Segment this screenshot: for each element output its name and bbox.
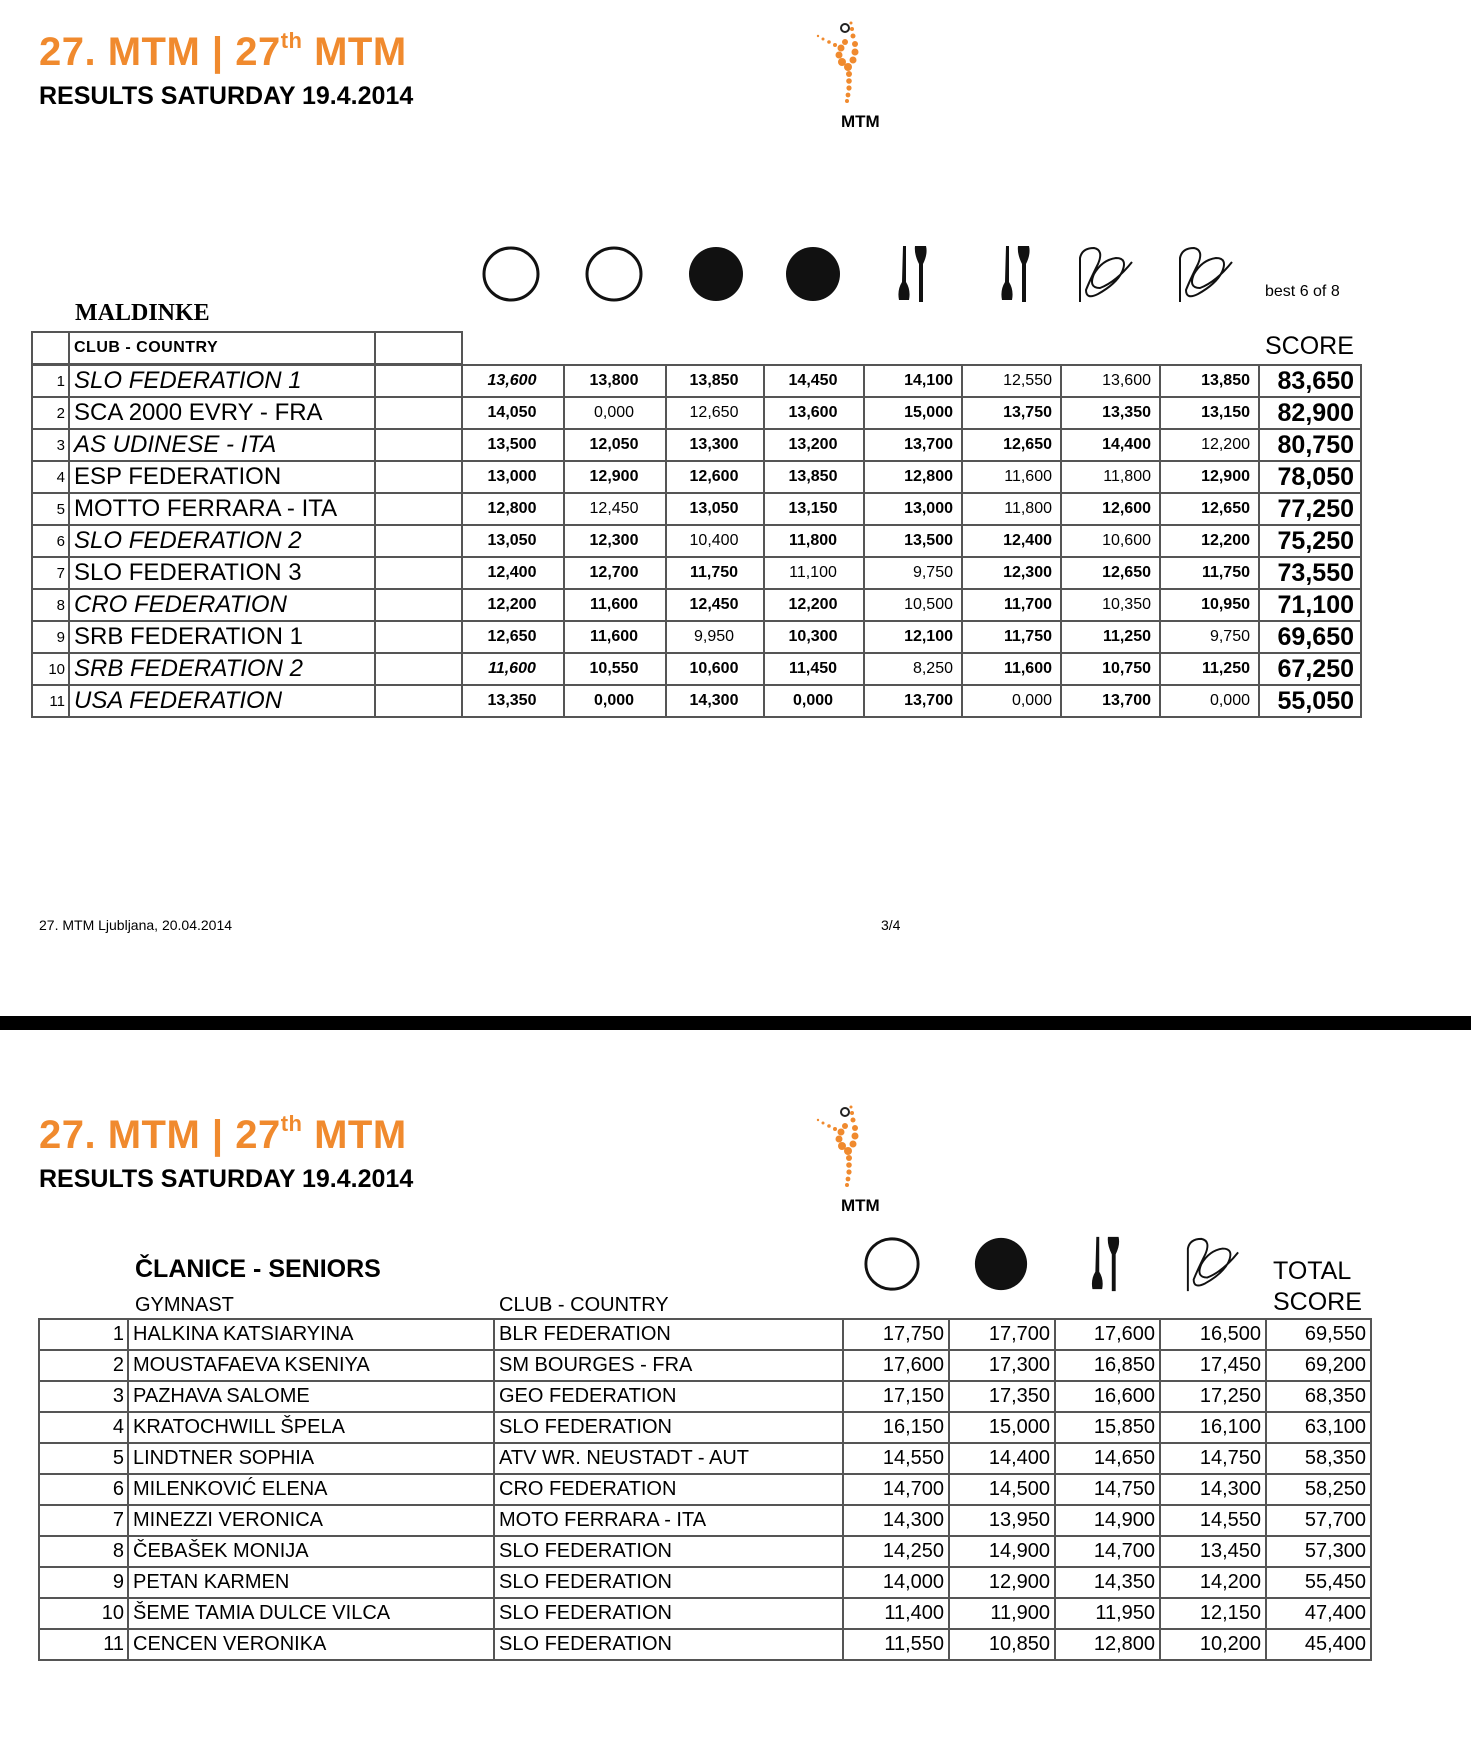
title-text: 27. MTM | 27 <box>39 1113 281 1157</box>
club-cell: SCA 2000 EVRY - FRA <box>69 397 375 429</box>
apparatus-score-cell: 14,750 <box>1160 1443 1266 1474</box>
empty-cell <box>375 685 462 717</box>
total-score-cell: 75,250 <box>1259 525 1361 557</box>
club-cell: SLO FEDERATION <box>494 1412 843 1443</box>
apparatus-score-cell: 14,300 <box>843 1505 949 1536</box>
page2-subtitle: RESULTS SATURDAY 19.4.2014 <box>39 1165 414 1193</box>
total-score-cell: 82,900 <box>1259 397 1361 429</box>
section-title: MALDINKE <box>75 300 210 326</box>
apparatus-score-cell: 15,000 <box>864 397 962 429</box>
apparatus-score-cell: 10,400 <box>666 525 764 557</box>
apparatus-score-cell: 12,400 <box>462 557 564 589</box>
apparatus-score-cell: 12,100 <box>864 621 962 653</box>
rank-cell: 7 <box>39 1505 128 1536</box>
club-cell: SRB FEDERATION 2 <box>69 653 375 685</box>
maldinke-results-table <box>31 364 1362 718</box>
apparatus-score-cell: 12,650 <box>666 397 764 429</box>
apparatus-score-cell: 12,200 <box>1160 429 1259 461</box>
hoop-icon <box>862 1235 922 1298</box>
rank-cell: 10 <box>32 653 69 685</box>
apparatus-score-cell: 13,050 <box>462 525 564 557</box>
ribbon-icon <box>1076 244 1136 309</box>
apparatus-score-cell: 10,300 <box>764 621 864 653</box>
apparatus-score-cell: 11,750 <box>1160 557 1259 589</box>
apparatus-score-cell: 14,200 <box>1160 1567 1266 1598</box>
apparatus-score-cell: 0,000 <box>564 397 666 429</box>
empty-cell <box>375 397 462 429</box>
clubs-icon <box>893 244 933 309</box>
header-row <box>32 332 462 364</box>
gymnast-cell: ŠEME TAMIA DULCE VILCA <box>128 1598 494 1629</box>
apparatus-score-cell: 10,950 <box>1160 589 1259 621</box>
rank-cell: 5 <box>32 493 69 525</box>
apparatus-score-cell: 9,950 <box>666 621 764 653</box>
apparatus-score-cell: 12,800 <box>462 493 564 525</box>
apparatus-score-cell: 14,300 <box>666 685 764 717</box>
apparatus-score-cell: 11,600 <box>462 653 564 685</box>
apparatus-score-cell: 11,800 <box>764 525 864 557</box>
page1-title <box>39 30 407 75</box>
club-cell: SLO FEDERATION <box>494 1567 843 1598</box>
apparatus-score-cell: 9,750 <box>864 557 962 589</box>
rank-cell: 3 <box>32 429 69 461</box>
rank-cell: 4 <box>39 1412 128 1443</box>
maldinke-header-table <box>31 331 463 365</box>
title-text-suffix: MTM <box>302 1113 407 1157</box>
table-row <box>39 1319 1371 1350</box>
apparatus-score-cell: 14,900 <box>1055 1505 1160 1536</box>
apparatus-score-cell: 17,600 <box>843 1350 949 1381</box>
empty-header-cell <box>375 332 462 364</box>
club-cell: AS UDINESE - ITA <box>69 429 375 461</box>
rank-cell: 6 <box>39 1474 128 1505</box>
apparatus-score-cell: 11,700 <box>962 589 1061 621</box>
table-row <box>39 1350 1371 1381</box>
total-score-header <box>1273 1256 1362 1318</box>
empty-cell <box>375 621 462 653</box>
apparatus-score-cell: 12,050 <box>564 429 666 461</box>
best-note: best 6 of 8 <box>1265 283 1340 300</box>
rank-cell: 1 <box>39 1319 128 1350</box>
total-score-cell: 69,200 <box>1266 1350 1371 1381</box>
page2-title <box>39 1113 407 1158</box>
apparatus-score-cell: 17,350 <box>949 1381 1055 1412</box>
apparatus-score-cell: 17,150 <box>843 1381 949 1412</box>
table-row <box>39 1629 1371 1660</box>
apparatus-score-cell: 12,300 <box>962 557 1061 589</box>
apparatus-score-cell: 15,000 <box>949 1412 1055 1443</box>
apparatus-score-cell: 11,600 <box>564 621 666 653</box>
apparatus-score-cell: 13,000 <box>462 461 564 493</box>
table-row <box>39 1443 1371 1474</box>
apparatus-score-cell: 13,150 <box>764 493 864 525</box>
apparatus-score-cell: 14,300 <box>1160 1474 1266 1505</box>
club-cell: SLO FEDERATION <box>494 1536 843 1567</box>
apparatus-score-cell: 14,750 <box>1055 1474 1160 1505</box>
apparatus-score-cell: 0,000 <box>564 685 666 717</box>
score-header: SCORE <box>1265 332 1354 360</box>
empty-cell <box>375 461 462 493</box>
apparatus-score-cell: 10,550 <box>564 653 666 685</box>
apparatus-score-cell: 13,850 <box>1160 365 1259 397</box>
empty-cell <box>375 365 462 397</box>
club-cell: BLR FEDERATION <box>494 1319 843 1350</box>
apparatus-score-cell: 13,850 <box>666 365 764 397</box>
apparatus-score-cell: 11,900 <box>949 1598 1055 1629</box>
club-cell: MOTTO FERRARA - ITA <box>69 493 375 525</box>
table-row <box>39 1567 1371 1598</box>
apparatus-score-cell: 12,650 <box>462 621 564 653</box>
apparatus-score-cell: 13,350 <box>1061 397 1160 429</box>
club-cell: SLO FEDERATION 2 <box>69 525 375 557</box>
total-header-line2: SCORE <box>1273 1288 1362 1316</box>
apparatus-score-cell: 11,750 <box>962 621 1061 653</box>
total-score-cell: 83,650 <box>1259 365 1361 397</box>
rank-cell: 4 <box>32 461 69 493</box>
total-score-cell: 77,250 <box>1259 493 1361 525</box>
apparatus-score-cell: 14,050 <box>462 397 564 429</box>
apparatus-score-cell: 12,900 <box>564 461 666 493</box>
apparatus-score-cell: 12,200 <box>1160 525 1259 557</box>
table-row <box>32 365 1361 397</box>
apparatus-score-cell: 10,850 <box>949 1629 1055 1660</box>
club-cell: MOTO FERRARA - ITA <box>494 1505 843 1536</box>
empty-cell <box>375 525 462 557</box>
mtm-logo <box>815 1096 875 1196</box>
apparatus-score-cell: 12,700 <box>564 557 666 589</box>
apparatus-score-cell: 10,600 <box>666 653 764 685</box>
club-cell: CRO FEDERATION <box>494 1474 843 1505</box>
table-row <box>32 493 1361 525</box>
gymnast-header: GYMNAST <box>135 1294 234 1316</box>
apparatus-score-cell: 12,300 <box>564 525 666 557</box>
gymnast-cell: ČEBAŠEK MONIJA <box>128 1536 494 1567</box>
apparatus-score-cell: 14,550 <box>843 1443 949 1474</box>
table-row <box>32 461 1361 493</box>
apparatus-score-cell: 11,250 <box>1160 653 1259 685</box>
apparatus-score-cell: 11,100 <box>764 557 864 589</box>
club-cell: SLO FEDERATION 1 <box>69 365 375 397</box>
apparatus-score-cell: 13,750 <box>962 397 1061 429</box>
gymnast-cell: CENCEN VERONIKA <box>128 1629 494 1660</box>
table-row <box>32 429 1361 461</box>
apparatus-score-cell: 13,150 <box>1160 397 1259 429</box>
hoop-icon <box>481 244 541 309</box>
total-score-cell: 69,650 <box>1259 621 1361 653</box>
apparatus-score-cell: 13,000 <box>864 493 962 525</box>
apparatus-score-cell: 17,600 <box>1055 1319 1160 1350</box>
rank-cell: 8 <box>39 1536 128 1567</box>
apparatus-score-cell: 11,250 <box>1061 621 1160 653</box>
apparatus-score-cell: 9,750 <box>1160 621 1259 653</box>
rank-cell: 2 <box>39 1350 128 1381</box>
club-cell: ESP FEDERATION <box>69 461 375 493</box>
apparatus-score-cell: 13,800 <box>564 365 666 397</box>
table-row <box>32 685 1361 717</box>
table-row <box>39 1381 1371 1412</box>
apparatus-score-cell: 8,250 <box>864 653 962 685</box>
ribbon-icon <box>1183 1235 1243 1298</box>
total-score-cell: 58,250 <box>1266 1474 1371 1505</box>
club-cell: CRO FEDERATION <box>69 589 375 621</box>
apparatus-score-cell: 14,700 <box>843 1474 949 1505</box>
rank-cell: 7 <box>32 557 69 589</box>
apparatus-score-cell: 11,600 <box>564 589 666 621</box>
club-cell: SRB FEDERATION 1 <box>69 621 375 653</box>
apparatus-score-cell: 13,600 <box>462 365 564 397</box>
rank-cell: 5 <box>39 1443 128 1474</box>
apparatus-score-cell: 13,050 <box>666 493 764 525</box>
apparatus-score-cell: 14,900 <box>949 1536 1055 1567</box>
gymnast-cell: MOUSTAFAEVA KSENIYA <box>128 1350 494 1381</box>
total-score-cell: 80,750 <box>1259 429 1361 461</box>
ball-icon <box>686 244 746 309</box>
apparatus-score-cell: 12,200 <box>462 589 564 621</box>
apparatus-score-cell: 12,900 <box>949 1567 1055 1598</box>
empty-cell <box>375 653 462 685</box>
apparatus-score-cell: 13,500 <box>462 429 564 461</box>
total-score-cell: 57,700 <box>1266 1505 1371 1536</box>
table-row <box>39 1505 1371 1536</box>
ribbon-icon <box>1176 244 1236 309</box>
apparatus-score-cell: 13,200 <box>764 429 864 461</box>
apparatus-score-cell: 14,350 <box>1055 1567 1160 1598</box>
rank-cell: 1 <box>32 365 69 397</box>
apparatus-score-cell: 12,200 <box>764 589 864 621</box>
table-row <box>32 589 1361 621</box>
gymnast-cell: LINDTNER SOPHIA <box>128 1443 494 1474</box>
apparatus-score-cell: 10,750 <box>1061 653 1160 685</box>
total-score-cell: 55,050 <box>1259 685 1361 717</box>
total-score-cell: 63,100 <box>1266 1412 1371 1443</box>
apparatus-score-cell: 12,800 <box>864 461 962 493</box>
apparatus-score-cell: 12,150 <box>1160 1598 1266 1629</box>
apparatus-score-cell: 0,000 <box>764 685 864 717</box>
empty-cell <box>375 557 462 589</box>
total-header-line1: TOTAL <box>1273 1257 1352 1285</box>
rank-cell: 2 <box>32 397 69 429</box>
apparatus-score-cell: 11,750 <box>666 557 764 589</box>
footer-location-date: 27. MTM Ljubljana, 20.04.2014 <box>39 917 233 933</box>
rank-cell: 9 <box>39 1567 128 1598</box>
apparatus-score-cell: 10,200 <box>1160 1629 1266 1660</box>
title-sup: th <box>280 1111 303 1136</box>
total-score-cell: 47,400 <box>1266 1598 1371 1629</box>
apparatus-score-cell: 10,350 <box>1061 589 1160 621</box>
apparatus-score-cell: 16,500 <box>1160 1319 1266 1350</box>
apparatus-score-cell: 12,600 <box>666 461 764 493</box>
apparatus-score-cell: 12,600 <box>1061 493 1160 525</box>
logo-text: MTM <box>841 1196 880 1215</box>
apparatus-score-cell: 11,950 <box>1055 1598 1160 1629</box>
apparatus-score-cell: 0,000 <box>962 685 1061 717</box>
page-divider <box>0 1016 1471 1030</box>
hoop-icon <box>584 244 644 309</box>
club-header: CLUB - COUNTRY <box>69 332 375 364</box>
apparatus-score-cell: 13,300 <box>666 429 764 461</box>
total-score-cell: 73,550 <box>1259 557 1361 589</box>
rank-cell: 11 <box>39 1629 128 1660</box>
apparatus-score-cell: 12,450 <box>666 589 764 621</box>
apparatus-score-cell: 16,150 <box>843 1412 949 1443</box>
clubs-icon <box>996 244 1036 309</box>
apparatus-score-cell: 13,350 <box>462 685 564 717</box>
apparatus-score-cell: 12,650 <box>1061 557 1160 589</box>
mtm-logo <box>815 12 875 112</box>
apparatus-score-cell: 13,850 <box>764 461 864 493</box>
apparatus-score-cell: 13,450 <box>1160 1536 1266 1567</box>
gymnast-cell: PAZHAVA SALOME <box>128 1381 494 1412</box>
total-score-cell: 45,400 <box>1266 1629 1371 1660</box>
apparatus-score-cell: 14,500 <box>949 1474 1055 1505</box>
gymnast-cell: MILENKOVIĆ ELENA <box>128 1474 494 1505</box>
ball-icon <box>783 244 843 309</box>
title-text: 27. MTM | 27 <box>39 30 281 74</box>
club-header: CLUB - COUNTRY <box>499 1294 669 1316</box>
club-cell: SLO FEDERATION 3 <box>69 557 375 589</box>
total-score-cell: 71,100 <box>1259 589 1361 621</box>
club-cell: USA FEDERATION <box>69 685 375 717</box>
apparatus-score-cell: 11,400 <box>843 1598 949 1629</box>
gymnast-cell: KRATOCHWILL ŠPELA <box>128 1412 494 1443</box>
apparatus-score-cell: 14,400 <box>1061 429 1160 461</box>
total-score-cell: 67,250 <box>1259 653 1361 685</box>
apparatus-score-cell: 14,250 <box>843 1536 949 1567</box>
apparatus-score-cell: 14,650 <box>1055 1443 1160 1474</box>
apparatus-score-cell: 17,750 <box>843 1319 949 1350</box>
apparatus-score-cell: 12,450 <box>564 493 666 525</box>
rank-cell: 6 <box>32 525 69 557</box>
apparatus-score-cell: 16,600 <box>1055 1381 1160 1412</box>
club-cell: SM BOURGES - FRA <box>494 1350 843 1381</box>
apparatus-score-cell: 17,450 <box>1160 1350 1266 1381</box>
title-sup: th <box>280 28 303 53</box>
apparatus-score-cell: 13,700 <box>1061 685 1160 717</box>
total-score-cell: 68,350 <box>1266 1381 1371 1412</box>
gymnast-cell: PETAN KARMEN <box>128 1567 494 1598</box>
gymnast-cell: MINEZZI VERONICA <box>128 1505 494 1536</box>
rank-cell: 8 <box>32 589 69 621</box>
total-score-cell: 78,050 <box>1259 461 1361 493</box>
apparatus-score-cell: 14,550 <box>1160 1505 1266 1536</box>
gymnast-logo-icon <box>815 12 875 112</box>
table-row <box>32 557 1361 589</box>
apparatus-score-cell: 13,700 <box>864 429 962 461</box>
apparatus-score-cell: 14,400 <box>949 1443 1055 1474</box>
club-cell: ATV WR. NEUSTADT - AUT <box>494 1443 843 1474</box>
seniors-results-table <box>38 1318 1372 1661</box>
club-cell: SLO FEDERATION <box>494 1598 843 1629</box>
rank-cell: 3 <box>39 1381 128 1412</box>
table-row <box>39 1598 1371 1629</box>
apparatus-score-cell: 13,700 <box>864 685 962 717</box>
total-score-cell: 58,350 <box>1266 1443 1371 1474</box>
apparatus-score-cell: 10,600 <box>1061 525 1160 557</box>
rank-cell: 11 <box>32 685 69 717</box>
rank-header-cell <box>32 332 69 364</box>
section-title: ČLANICE - SENIORS <box>135 1255 381 1283</box>
apparatus-score-cell: 10,500 <box>864 589 962 621</box>
empty-cell <box>375 493 462 525</box>
apparatus-score-cell: 13,600 <box>764 397 864 429</box>
table-row <box>39 1412 1371 1443</box>
apparatus-score-cell: 15,850 <box>1055 1412 1160 1443</box>
club-cell: SLO FEDERATION <box>494 1629 843 1660</box>
apparatus-score-cell: 14,450 <box>764 365 864 397</box>
apparatus-score-cell: 11,800 <box>1061 461 1160 493</box>
total-score-cell: 69,550 <box>1266 1319 1371 1350</box>
logo-text: MTM <box>841 112 880 131</box>
apparatus-score-cell: 11,450 <box>764 653 864 685</box>
apparatus-score-cell: 12,800 <box>1055 1629 1160 1660</box>
apparatus-score-cell: 17,250 <box>1160 1381 1266 1412</box>
empty-cell <box>375 429 462 461</box>
table-row <box>39 1536 1371 1567</box>
apparatus-score-cell: 11,600 <box>962 461 1061 493</box>
table-row <box>32 397 1361 429</box>
apparatus-score-cell: 11,550 <box>843 1629 949 1660</box>
clubs-icon <box>1086 1235 1126 1298</box>
club-cell: GEO FEDERATION <box>494 1381 843 1412</box>
apparatus-score-cell: 14,100 <box>864 365 962 397</box>
apparatus-score-cell: 13,600 <box>1061 365 1160 397</box>
total-score-cell: 57,300 <box>1266 1536 1371 1567</box>
ball-icon <box>971 1235 1031 1298</box>
apparatus-score-cell: 16,850 <box>1055 1350 1160 1381</box>
table-row <box>32 525 1361 557</box>
apparatus-score-cell: 14,700 <box>1055 1536 1160 1567</box>
apparatus-score-cell: 17,300 <box>949 1350 1055 1381</box>
page1-subtitle: RESULTS SATURDAY 19.4.2014 <box>39 82 414 110</box>
rank-cell: 9 <box>32 621 69 653</box>
empty-cell <box>375 589 462 621</box>
footer-page-number: 3/4 <box>881 917 901 933</box>
apparatus-score-cell: 12,650 <box>1160 493 1259 525</box>
apparatus-score-cell: 17,700 <box>949 1319 1055 1350</box>
apparatus-score-cell: 12,900 <box>1160 461 1259 493</box>
apparatus-score-cell: 0,000 <box>1160 685 1259 717</box>
apparatus-score-cell: 12,650 <box>962 429 1061 461</box>
apparatus-score-cell: 14,000 <box>843 1567 949 1598</box>
apparatus-score-cell: 16,100 <box>1160 1412 1266 1443</box>
apparatus-score-cell: 12,400 <box>962 525 1061 557</box>
gymnast-logo-icon <box>815 1096 875 1196</box>
gymnast-cell: HALKINA KATSIARYINA <box>128 1319 494 1350</box>
apparatus-score-cell: 11,800 <box>962 493 1061 525</box>
apparatus-score-cell: 12,550 <box>962 365 1061 397</box>
table-row <box>32 621 1361 653</box>
table-row <box>39 1474 1371 1505</box>
table-row <box>32 653 1361 685</box>
rank-cell: 10 <box>39 1598 128 1629</box>
total-score-cell: 55,450 <box>1266 1567 1371 1598</box>
title-text-suffix: MTM <box>302 30 407 74</box>
apparatus-score-cell: 13,500 <box>864 525 962 557</box>
apparatus-score-cell: 13,950 <box>949 1505 1055 1536</box>
apparatus-score-cell: 11,600 <box>962 653 1061 685</box>
